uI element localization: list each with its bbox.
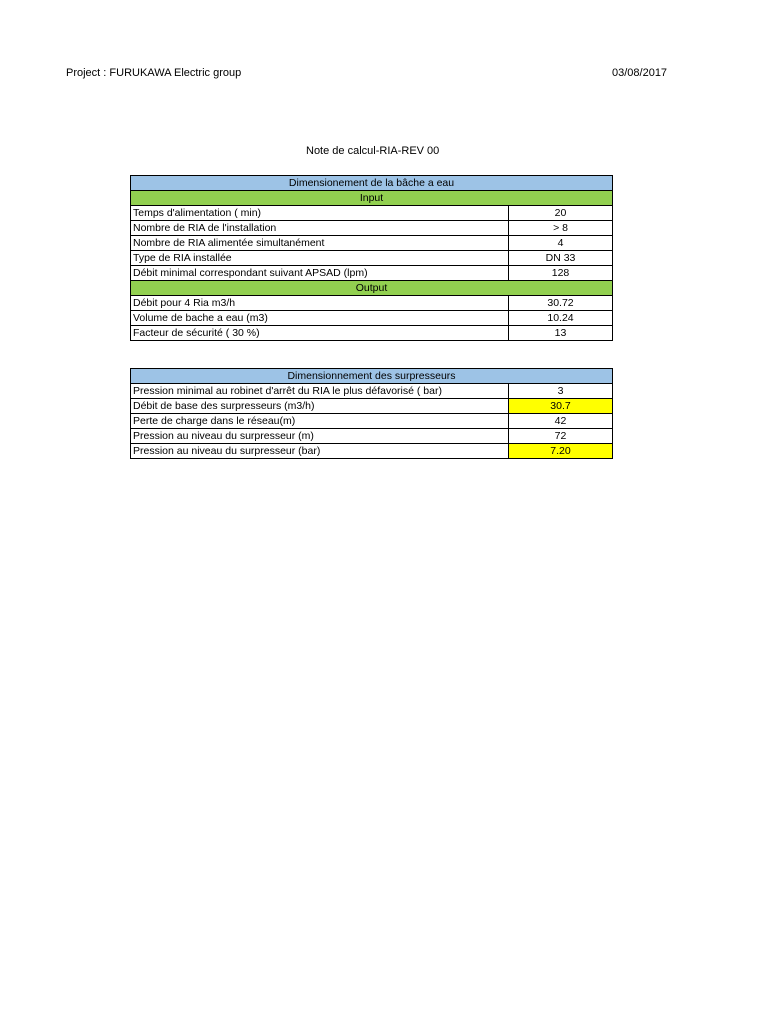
booster-heading: Dimensionnement des surpresseurs: [131, 369, 613, 384]
row-value: 128: [509, 266, 613, 281]
document-date: 03/08/2017: [612, 67, 668, 79]
table-row: [131, 326, 613, 341]
row-value: 30.72: [509, 296, 613, 311]
row-value: 72: [509, 429, 613, 444]
row-value: > 8: [509, 221, 613, 236]
table-row: [131, 266, 613, 281]
row-label: Débit de base des surpresseurs (m3/h): [131, 399, 509, 414]
row-label: Nombre de RIA alimentée simultanément: [131, 236, 509, 251]
booster-sizing-table: [130, 368, 613, 459]
water-tank-sizing-table: [130, 175, 613, 341]
output-section-label: Output: [131, 281, 613, 296]
row-label: Temps d'alimentation ( min): [131, 206, 509, 221]
highlighted-value: 30.7: [509, 399, 613, 414]
table-row: [131, 429, 613, 444]
row-label: Pression minimal au robinet d'arrêt du RIA le plus défavorisé ( bar): [131, 384, 509, 399]
section-row: [131, 281, 613, 296]
table-heading-row: [131, 176, 613, 191]
row-value: 3: [509, 384, 613, 399]
water-tank-heading: Dimensionement de la bâche a eau: [131, 176, 613, 191]
row-label: Perte de charge dans le réseau(m): [131, 414, 509, 429]
row-label: Facteur de sécurité ( 30 %): [131, 326, 509, 341]
highlighted-value: 7.20: [509, 444, 613, 459]
row-label: Nombre de RIA de l'installation: [131, 221, 509, 236]
row-label: Débit minimal correspondant suivant APSAD (lpm): [131, 266, 509, 281]
section-row: [131, 191, 613, 206]
table-row: [131, 444, 613, 459]
document-title: Note de calcul-RIA-REV 00: [306, 145, 440, 157]
row-value: 20: [509, 206, 613, 221]
row-label: Débit pour 4 Ria m3/h: [131, 296, 509, 311]
row-value: 13: [509, 326, 613, 341]
row-value: 42: [509, 414, 613, 429]
table-row: [131, 311, 613, 326]
project-label: Project : FURUKAWA Electric group: [66, 67, 242, 79]
table-row: [131, 399, 613, 414]
table-row: [131, 236, 613, 251]
table-heading-row: [131, 369, 613, 384]
table-row: [131, 221, 613, 236]
table-row: [131, 384, 613, 399]
table-row: [131, 296, 613, 311]
row-label: Volume de bache a eau (m3): [131, 311, 509, 326]
input-section-label: Input: [131, 191, 613, 206]
table-row: [131, 414, 613, 429]
row-label: Type de RIA installée: [131, 251, 509, 266]
row-label: Pression au niveau du surpresseur (bar): [131, 444, 509, 459]
row-value: DN 33: [509, 251, 613, 266]
row-value: 4: [509, 236, 613, 251]
table-row: [131, 251, 613, 266]
row-label: Pression au niveau du surpresseur (m): [131, 429, 509, 444]
table-row: [131, 206, 613, 221]
row-value: 10.24: [509, 311, 613, 326]
